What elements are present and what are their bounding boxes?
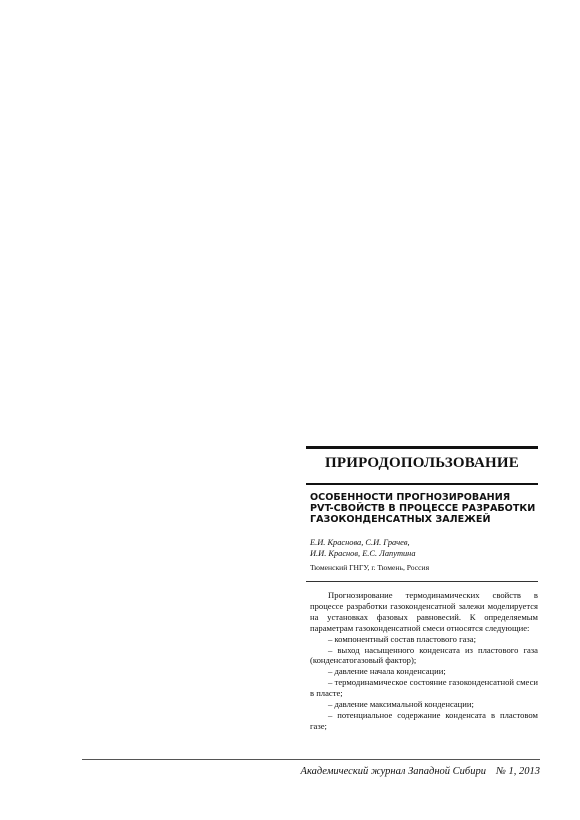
list-item: – давление максимальной конденсации; [328,699,474,710]
author-line: Е.И. Краснова, С.И. Грачев, [310,538,410,547]
footer-rule [82,759,540,760]
intro-paragraph: Прогнозирование термодинамических свойств в процессе разработки газоконденсатной залежи моделируется на установках фазовых равновесий. К определяемым параметрам газоконденсатной смеси относятся следующие: [310,590,538,633]
article-body [310,590,538,732]
list-item: – компонентный состав пластового газа; [328,633,477,644]
section-title: ПРИРОДОПОЛЬЗОВАНИЕ [324,455,519,471]
affiliation: Тюменский ГНГУ, г. Тюмень, Россия [310,563,430,572]
journal-name: Академический журнал Западной Сибири [300,766,486,777]
list-item: – выход насыщенного конденсата из пластового газа (конденсатогазовый фактор); [310,644,538,666]
abstract-divider [306,581,538,582]
list-item: – термодинамическое состояние газоконденсатной смеси в пласте; [310,677,538,699]
issue-number: № 1, 2013 [495,766,540,777]
section-rule-top [306,446,538,449]
list-item: – потенциальное содержание конденсата в пластовом газе; [310,709,538,731]
list-item: – давление начала конденсации; [328,666,446,677]
author-line: И.И. Краснов, Е.С. Лапутина [310,549,416,558]
article-title-line: PVT-СВОЙСТВ В ПРОЦЕССЕ РАЗРАБОТКИ [310,503,536,515]
article-title [310,492,542,526]
section-rule-bottom [306,483,538,485]
authors [310,537,542,559]
article-title-line: ГАЗОКОНДЕНСАТНЫХ ЗАЛЕЖЕЙ [310,514,491,526]
page-footer [301,766,540,777]
article-title-line: ОСОБЕННОСТИ ПРОГНОЗИРОВАНИЯ [310,492,511,503]
